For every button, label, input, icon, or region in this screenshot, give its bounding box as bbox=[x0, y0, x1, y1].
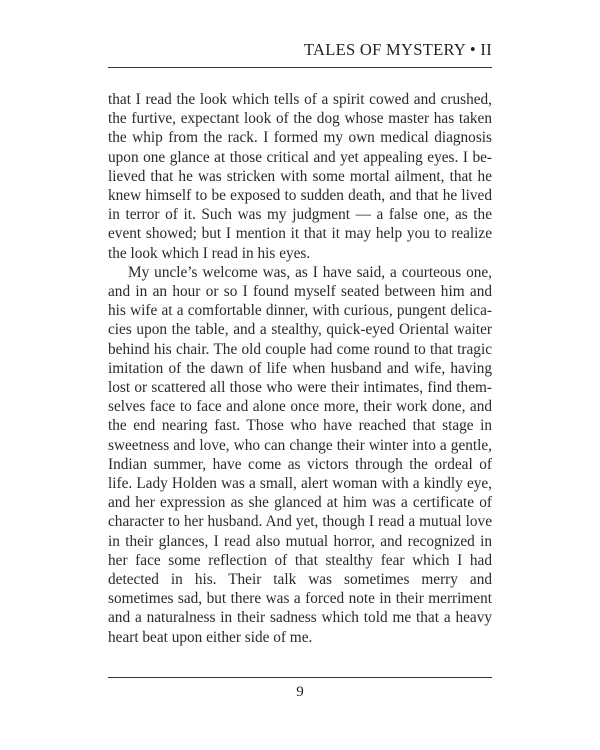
paragraph-continuation: that I read the look which tells of a spirit cowed and crushed, the furtive, expectant look of the dog whose master has taken the whip from the rack. I formed my own medical diagnosis upon one glance at those critical and yet appealing eyes. I believed that he was stricken with some mortal ailment, that he knew himself to be exposed to sudden death, and that he lived in terror of it. Such was my judgment — a false one, as the event showed; but I mention it that it may help you to realize the look which I read in his eyes. bbox=[108, 91, 492, 262]
header-divider bbox=[108, 67, 492, 68]
page-body bbox=[108, 90, 492, 647]
page-number: 9 bbox=[296, 684, 304, 700]
footer-divider bbox=[108, 677, 492, 678]
running-head: TALES OF MYSTERY • II bbox=[304, 40, 492, 59]
paragraph-uncle-welcome: My uncle’s welcome was, as I have said, a courteous one, and in an hour or so I found myself seated between him and his wife at a comfortable dinner, with curious, pungent delicacies upon the table, and a stealthy, quick-eyed Oriental waiter behind his chair. The old couple had come round to that tragic imitation of the dawn of life when husband and wife, having lost or scattered all those who were their intimates, find themselves face to face and alone once more, their work done, and the end nearing fast. Those who have reached that stage in sweetness and love, who can change their winter into a gentle, Indian summer, have come as victors through the ordeal of life. Lady Holden was a small, alert woman with a kindly eye, and her expression as she glanced at him was a certificate of character to her husband. And yet, though I read a mutual love in their glances, I read also mutual horror, and recognized in her face some reflection of that stealthy fear which I had detected in his. Their talk was sometimes merry and sometimes sad, but there was a forced note in their merriment and a naturalness in their sadness which told me that a heavy heart beat upon either side of me. bbox=[108, 263, 492, 646]
